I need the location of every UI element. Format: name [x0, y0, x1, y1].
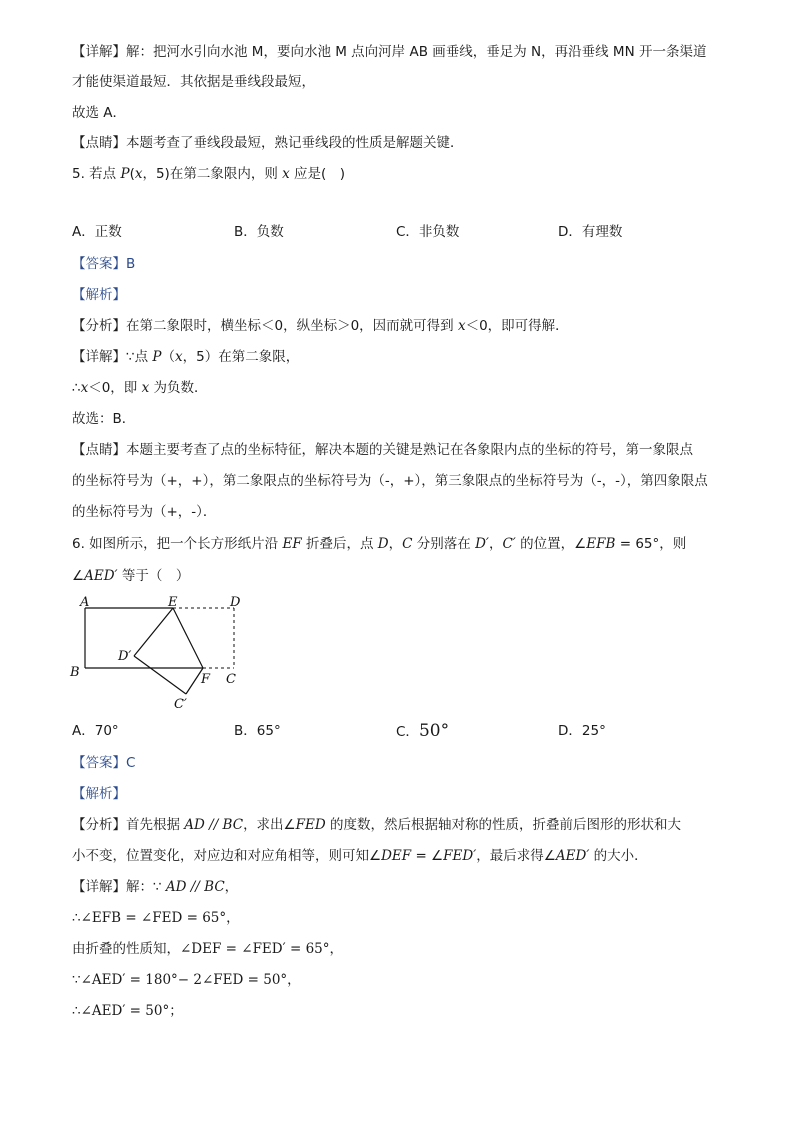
label-b: B: [70, 665, 80, 680]
q5-stem-text-a: 5. 若点: [72, 166, 121, 182]
label-e: E: [168, 595, 178, 610]
q6-stem-text-a: 6. 如图所示，把一个长方形纸片沿: [72, 536, 283, 552]
q6-detail1-math: AD // BC: [165, 879, 225, 895]
q5-detail-text-a: 【详解】∵点: [72, 349, 153, 365]
label-c: C: [226, 672, 236, 687]
q5-stem-text-c: ，5)在第二象限内，则: [142, 166, 283, 182]
q5-option-b: B．负数: [234, 224, 284, 240]
q6-var-d: D: [377, 536, 389, 552]
segment-edprime: [134, 608, 173, 656]
q6-analysis2-math-3: AED′: [555, 848, 590, 864]
q6-analysis-1: [72, 815, 681, 835]
q6-stem2-text-a: ∠: [72, 568, 85, 584]
q5-stem-text-b: (: [129, 166, 135, 182]
label-a: A: [80, 595, 90, 610]
q6-option-c-label: C．: [396, 724, 419, 740]
detail-line-2: 才能使渠道最短．其依据是垂线段最短，: [72, 74, 315, 90]
q6-stem-text-c: ，: [388, 536, 403, 552]
q6-var-aed: AED′: [84, 568, 118, 584]
q6-detail3-text-b: ，: [329, 941, 343, 957]
q5-detail-var-p: P: [152, 349, 162, 365]
q6-stem-text-b: 折叠后，点: [301, 536, 378, 552]
q6-detail-2: ∴∠EFB = ∠FED = 65°，: [72, 910, 240, 926]
q6-var-cprime: C′: [502, 536, 516, 552]
q5-detail: [72, 347, 299, 367]
q6-analysis1-text-c: 的度数，然后根据轴对称的性质，折叠前后图形的形状和大: [325, 817, 682, 833]
q6-option-b: B．65°: [234, 723, 281, 739]
segment-dprime-cprime: [134, 656, 186, 694]
detail-line-1: 【详解】解：把河水引向水池 M，要向水池 M 点向河岸 AB 画垂线，垂足为 N，再沿垂线 MN 开一条渠道: [72, 44, 707, 60]
q6-analysis2-math-1: DEF: [381, 848, 412, 864]
q5-option-c: C．非负数: [396, 224, 460, 240]
label-d: D: [230, 595, 241, 610]
q6-detail1-text-b: ，: [224, 879, 239, 895]
q5-analysis-text-a: 【分析】在第二象限时，横坐标＜0，纵坐标＞0，因而就可得到: [72, 318, 458, 334]
label-cprime: C′: [174, 697, 187, 712]
q5-therefore: [72, 378, 208, 398]
q5-therefore-var-x2: x: [141, 380, 150, 396]
q6-detail-1: [72, 877, 238, 897]
q6-stem-text-d: 分别落在: [412, 536, 476, 552]
q6-var-ef: EF: [282, 536, 302, 552]
q5-option-d: D．有理数: [558, 224, 623, 240]
q5-therefore-var-x: x: [80, 380, 89, 396]
q6-detail-3: [72, 939, 343, 959]
choose-line: 故选 A．: [72, 105, 127, 121]
q5-var-x: x: [134, 166, 143, 182]
q6-stem-text-g: = 65°，则: [615, 536, 687, 552]
q5-choose: 故选：B．: [72, 411, 136, 427]
q5-var-x2: x: [282, 166, 290, 182]
q5-option-a: A．正数: [72, 224, 122, 240]
q6-analysis-2: [72, 846, 648, 866]
q5-analysis-var-x: x: [457, 318, 466, 334]
q6-stem-1: [72, 534, 686, 554]
q5-comment-2: 的坐标符号为（+，+），第二象限点的坐标符号为（-，+），第三象限点的坐标符号为（-，-），第四象限点: [72, 473, 708, 489]
q6-analysis2-text-c: ，最后求得∠: [476, 848, 556, 864]
q6-detail-5: ∴∠AED′ = 50°；: [72, 1003, 183, 1019]
q5-therefore-text-b: ＜0，即: [88, 380, 142, 396]
q6-analysis2-text-a: 小不变，位置变化，对应边和对应角相等，则可知∠: [72, 848, 382, 864]
q6-analysis2-text-d: 的大小．: [589, 848, 648, 864]
q5-analysis: [72, 316, 569, 336]
q6-analysis1-text-b: ，求出∠: [243, 817, 296, 833]
label-dprime: D′: [118, 649, 132, 664]
q6-analysis1-math-2: FED: [295, 817, 326, 833]
q5-therefore-text-c: 为负数．: [149, 380, 208, 396]
q6-stem-text-f: 的位置，∠: [515, 536, 587, 552]
q6-analysis1-math-1: AD // BC: [184, 817, 244, 833]
q6-answer: 【答案】C: [72, 755, 136, 771]
q6-detail1-text-a: 【详解】解：∵: [72, 879, 166, 895]
q5-stem: [72, 164, 345, 184]
q6-detail-4: ∵∠AED′ = 180°− 2∠FED = 50°，: [72, 972, 301, 988]
q6-analysis2-math-2: FED′: [443, 848, 477, 864]
q6-analysis2-text-b: = ∠: [411, 848, 444, 864]
q5-therefore-text-a: ∴: [72, 380, 81, 396]
q6-option-c: [396, 721, 449, 742]
label-f: F: [201, 672, 211, 687]
q6-analysis1-text-a: 【分析】首先根据: [72, 817, 185, 833]
comment-line: 【点睛】本题考查了垂线段最短，熟记垂线段的性质是解题关键．: [72, 135, 464, 151]
q5-detail-text-c: ，5）在第二象限，: [182, 349, 300, 365]
q6-stem-2: [72, 566, 189, 586]
fold-figure: [66, 590, 256, 714]
q5-analysis-text-b: ＜0，即可得解．: [465, 318, 569, 334]
q5-detail-var-x: x: [174, 349, 183, 365]
q6-jiexi: 【解析】: [72, 786, 126, 802]
q5-detail-text-b: （: [161, 349, 175, 365]
segment-ef: [173, 608, 203, 668]
q5-jiexi: 【解析】: [72, 287, 126, 303]
q5-var-p: P: [120, 166, 130, 182]
q6-stem-text-e: ，: [488, 536, 503, 552]
q6-detail3-math: ∠DEF = ∠FED′ = 65°: [180, 941, 330, 957]
q6-option-a: A．70°: [72, 723, 119, 739]
q5-comment-3: 的坐标符号为（+，-）．: [72, 504, 217, 520]
q6-option-c-value: 50°: [418, 721, 450, 741]
q5-comment-1: 【点睛】本题主要考查了点的坐标特征，解决本题的关键是熟记在各象限内点的坐标的符号，第一象限点: [72, 442, 693, 458]
q6-var-c: C: [402, 536, 413, 552]
q6-var-efb: EFB: [586, 536, 616, 552]
q5-answer: 【答案】B: [72, 256, 136, 272]
q5-stem-text-d: 应是( ): [289, 166, 346, 182]
q6-stem2-text-b: 等于（ ）: [117, 568, 190, 584]
q6-var-dprime: D′: [475, 536, 489, 552]
q6-option-d: D．25°: [558, 723, 606, 739]
q6-detail3-text-a: 由折叠的性质知，: [72, 941, 180, 957]
